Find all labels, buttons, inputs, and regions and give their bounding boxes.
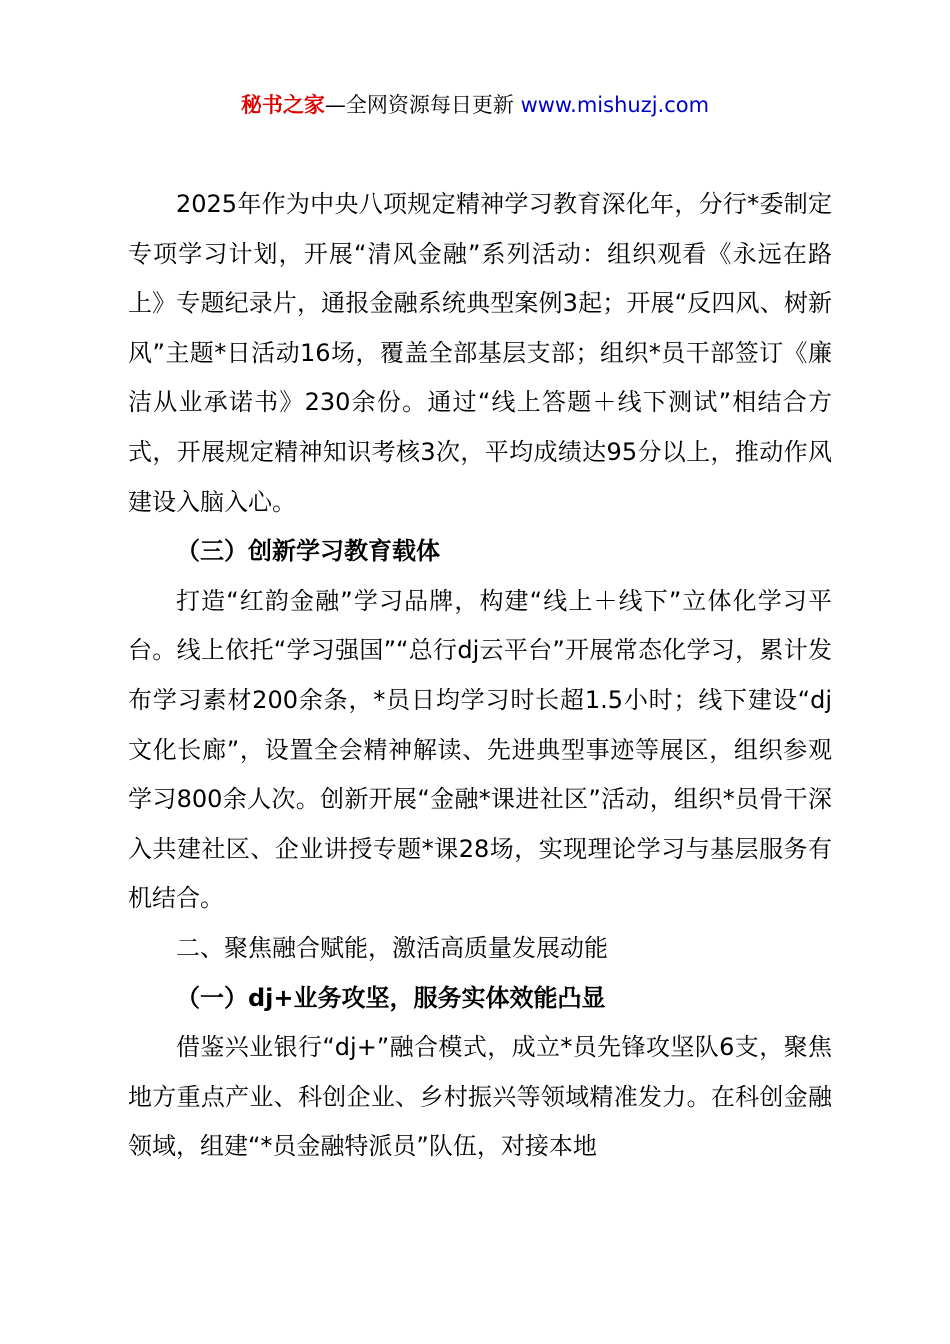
document-body: [128, 180, 832, 1172]
body-paragraph: 打造“红韵金融”学习品牌，构建“线上＋线下”立体化学习平台。线上依托“学习强国”“总行dj云平台”开展常态化学习，累计发布学习素材200余条，*员日均学习时长超1.5小时；线下建设“dj文化长廊”，设置全会精神解读、先进典型事迹等展区，组织参观学习800余人次。创新开展“金融*课进社区”活动，组织*员骨干深入共建社区、企业讲授专题*课28场，实现理论学习与基层服务有机结合。: [128, 586, 832, 913]
header-slogan: —全网资源每日更新: [324, 93, 521, 117]
subsection-heading: （三）创新学习教育载体: [176, 537, 440, 566]
subsection-heading: （一）dj+业务攻坚，服务实体效能凸显: [176, 983, 606, 1012]
section-heading: 二、聚焦融合赋能，激活高质量发展动能: [176, 933, 608, 962]
body-paragraph: 借鉴兴业银行“dj+”融合模式，成立*员先锋攻坚队6支，聚焦地方重点产业、科创企业、乡村振兴等领域精准发力。在科创金融领域，组建“*员金融特派员”队伍，对接本地: [128, 1033, 832, 1161]
page-header: [0, 88, 950, 122]
header-brand: 秘书之家: [240, 93, 325, 117]
body-paragraph: 2025年作为中央八项规定精神学习教育深化年，分行*委制定专项学习计划，开展“清风金融”系列活动：组织观看《永远在路上》专题纪录片，通报金融系统典型案例3起；开展“反四风、树新风”主题*日活动16场，覆盖全部基层支部；组织*员干部签订《廉洁从业承诺书》230余份。通过“线上答题＋线下测试”相结合方式，开展规定精神知识考核3次，平均成绩达95分以上，推动作风建设入脑入心。: [128, 190, 832, 516]
header-url[interactable]: www.mishuzj.com: [520, 93, 710, 117]
